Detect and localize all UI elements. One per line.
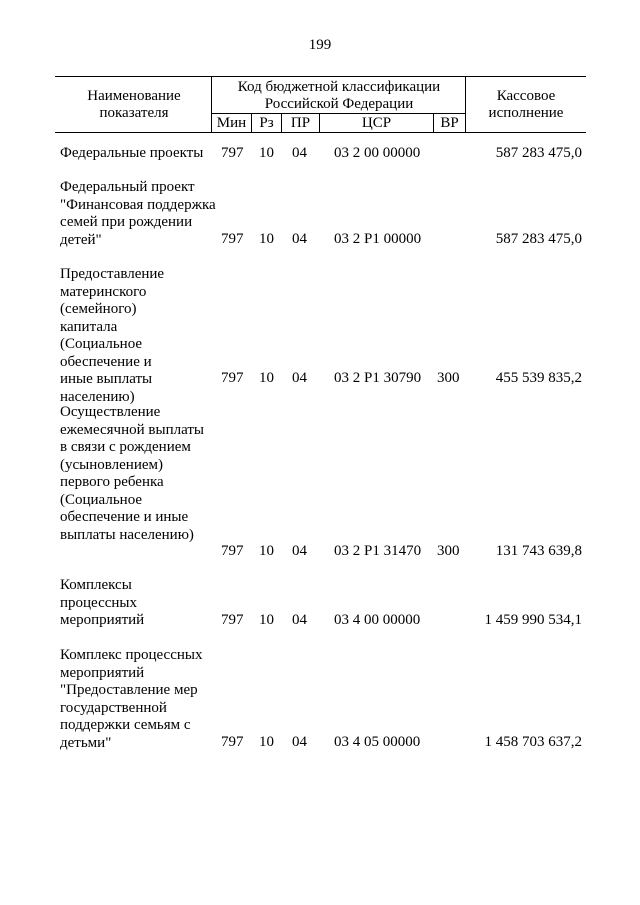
row-min: 797	[221, 145, 244, 161]
row-pr: 04	[292, 612, 307, 628]
header-pr: ПР	[290, 115, 311, 131]
row-min: 797	[221, 734, 244, 750]
row-rz: 10	[259, 612, 274, 628]
row-csr: 03 4 00 00000	[334, 612, 421, 628]
row-name: Федеральные проекты	[60, 145, 204, 161]
row-pr: 04	[292, 734, 307, 750]
row-name: Предоставление материнского (семейного) капитала (Социальное обеспечение и иные выплаты населению)	[60, 266, 165, 405]
row-amount: 1 458 703 637,2	[484, 734, 582, 750]
row-name: Федеральный проект "Финансовая поддержка семей при рождении детей"	[60, 179, 216, 248]
row-pr: 04	[292, 543, 307, 559]
row-name: Осуществление ежемесячной выплаты в связи с рождением (усыновлением) первого ребенка (Социальное обеспечение и иные выплаты населению)	[60, 404, 204, 543]
header-divider	[465, 76, 466, 133]
row-csr: 03 4 05 00000	[334, 734, 421, 750]
row-min: 797	[221, 370, 244, 386]
row-csr: 03 2 Р1 00000	[334, 231, 422, 247]
row-rz: 10	[259, 370, 274, 386]
header-code-group: Код бюджетной классификации Российской Федерации	[237, 79, 441, 112]
row-rz: 10	[259, 145, 274, 161]
row-min: 797	[221, 543, 244, 559]
header-csr: ЦСР	[361, 115, 392, 131]
row-rz: 10	[259, 734, 274, 750]
row-name: Комплекс процессных мероприятий "Предоставление мер государственной поддержки семьям с детьми"	[60, 647, 203, 751]
row-pr: 04	[292, 231, 307, 247]
row-pr: 04	[292, 145, 307, 161]
row-name: Комплексы процессных мероприятий	[60, 577, 145, 628]
row-amount: 587 283 475,0	[495, 145, 582, 161]
row-vr: 300	[437, 370, 460, 386]
header-vr: ВР	[440, 115, 459, 131]
header-bottom-border	[55, 132, 586, 133]
header-min: Мин	[216, 115, 247, 131]
row-min: 797	[221, 231, 244, 247]
header-top-border	[55, 76, 586, 77]
row-pr: 04	[292, 370, 307, 386]
header-name-column: Наименование показателя	[87, 88, 181, 121]
page-number: 199	[308, 37, 332, 53]
header-rz: Рз	[259, 115, 274, 131]
row-rz: 10	[259, 543, 274, 559]
header-subrow-border	[211, 113, 465, 114]
row-rz: 10	[259, 231, 274, 247]
row-amount: 1 459 990 534,1	[484, 612, 582, 628]
row-amount: 455 539 835,2	[495, 370, 582, 386]
row-amount: 131 743 639,8	[495, 543, 582, 559]
row-vr: 300	[437, 543, 460, 559]
header-amount-column: Кассовое исполнение	[488, 88, 564, 121]
row-csr: 03 2 00 00000	[334, 145, 421, 161]
row-csr: 03 2 Р1 31470	[334, 543, 422, 559]
row-min: 797	[221, 612, 244, 628]
row-amount: 587 283 475,0	[495, 231, 582, 247]
row-csr: 03 2 Р1 30790	[334, 370, 422, 386]
